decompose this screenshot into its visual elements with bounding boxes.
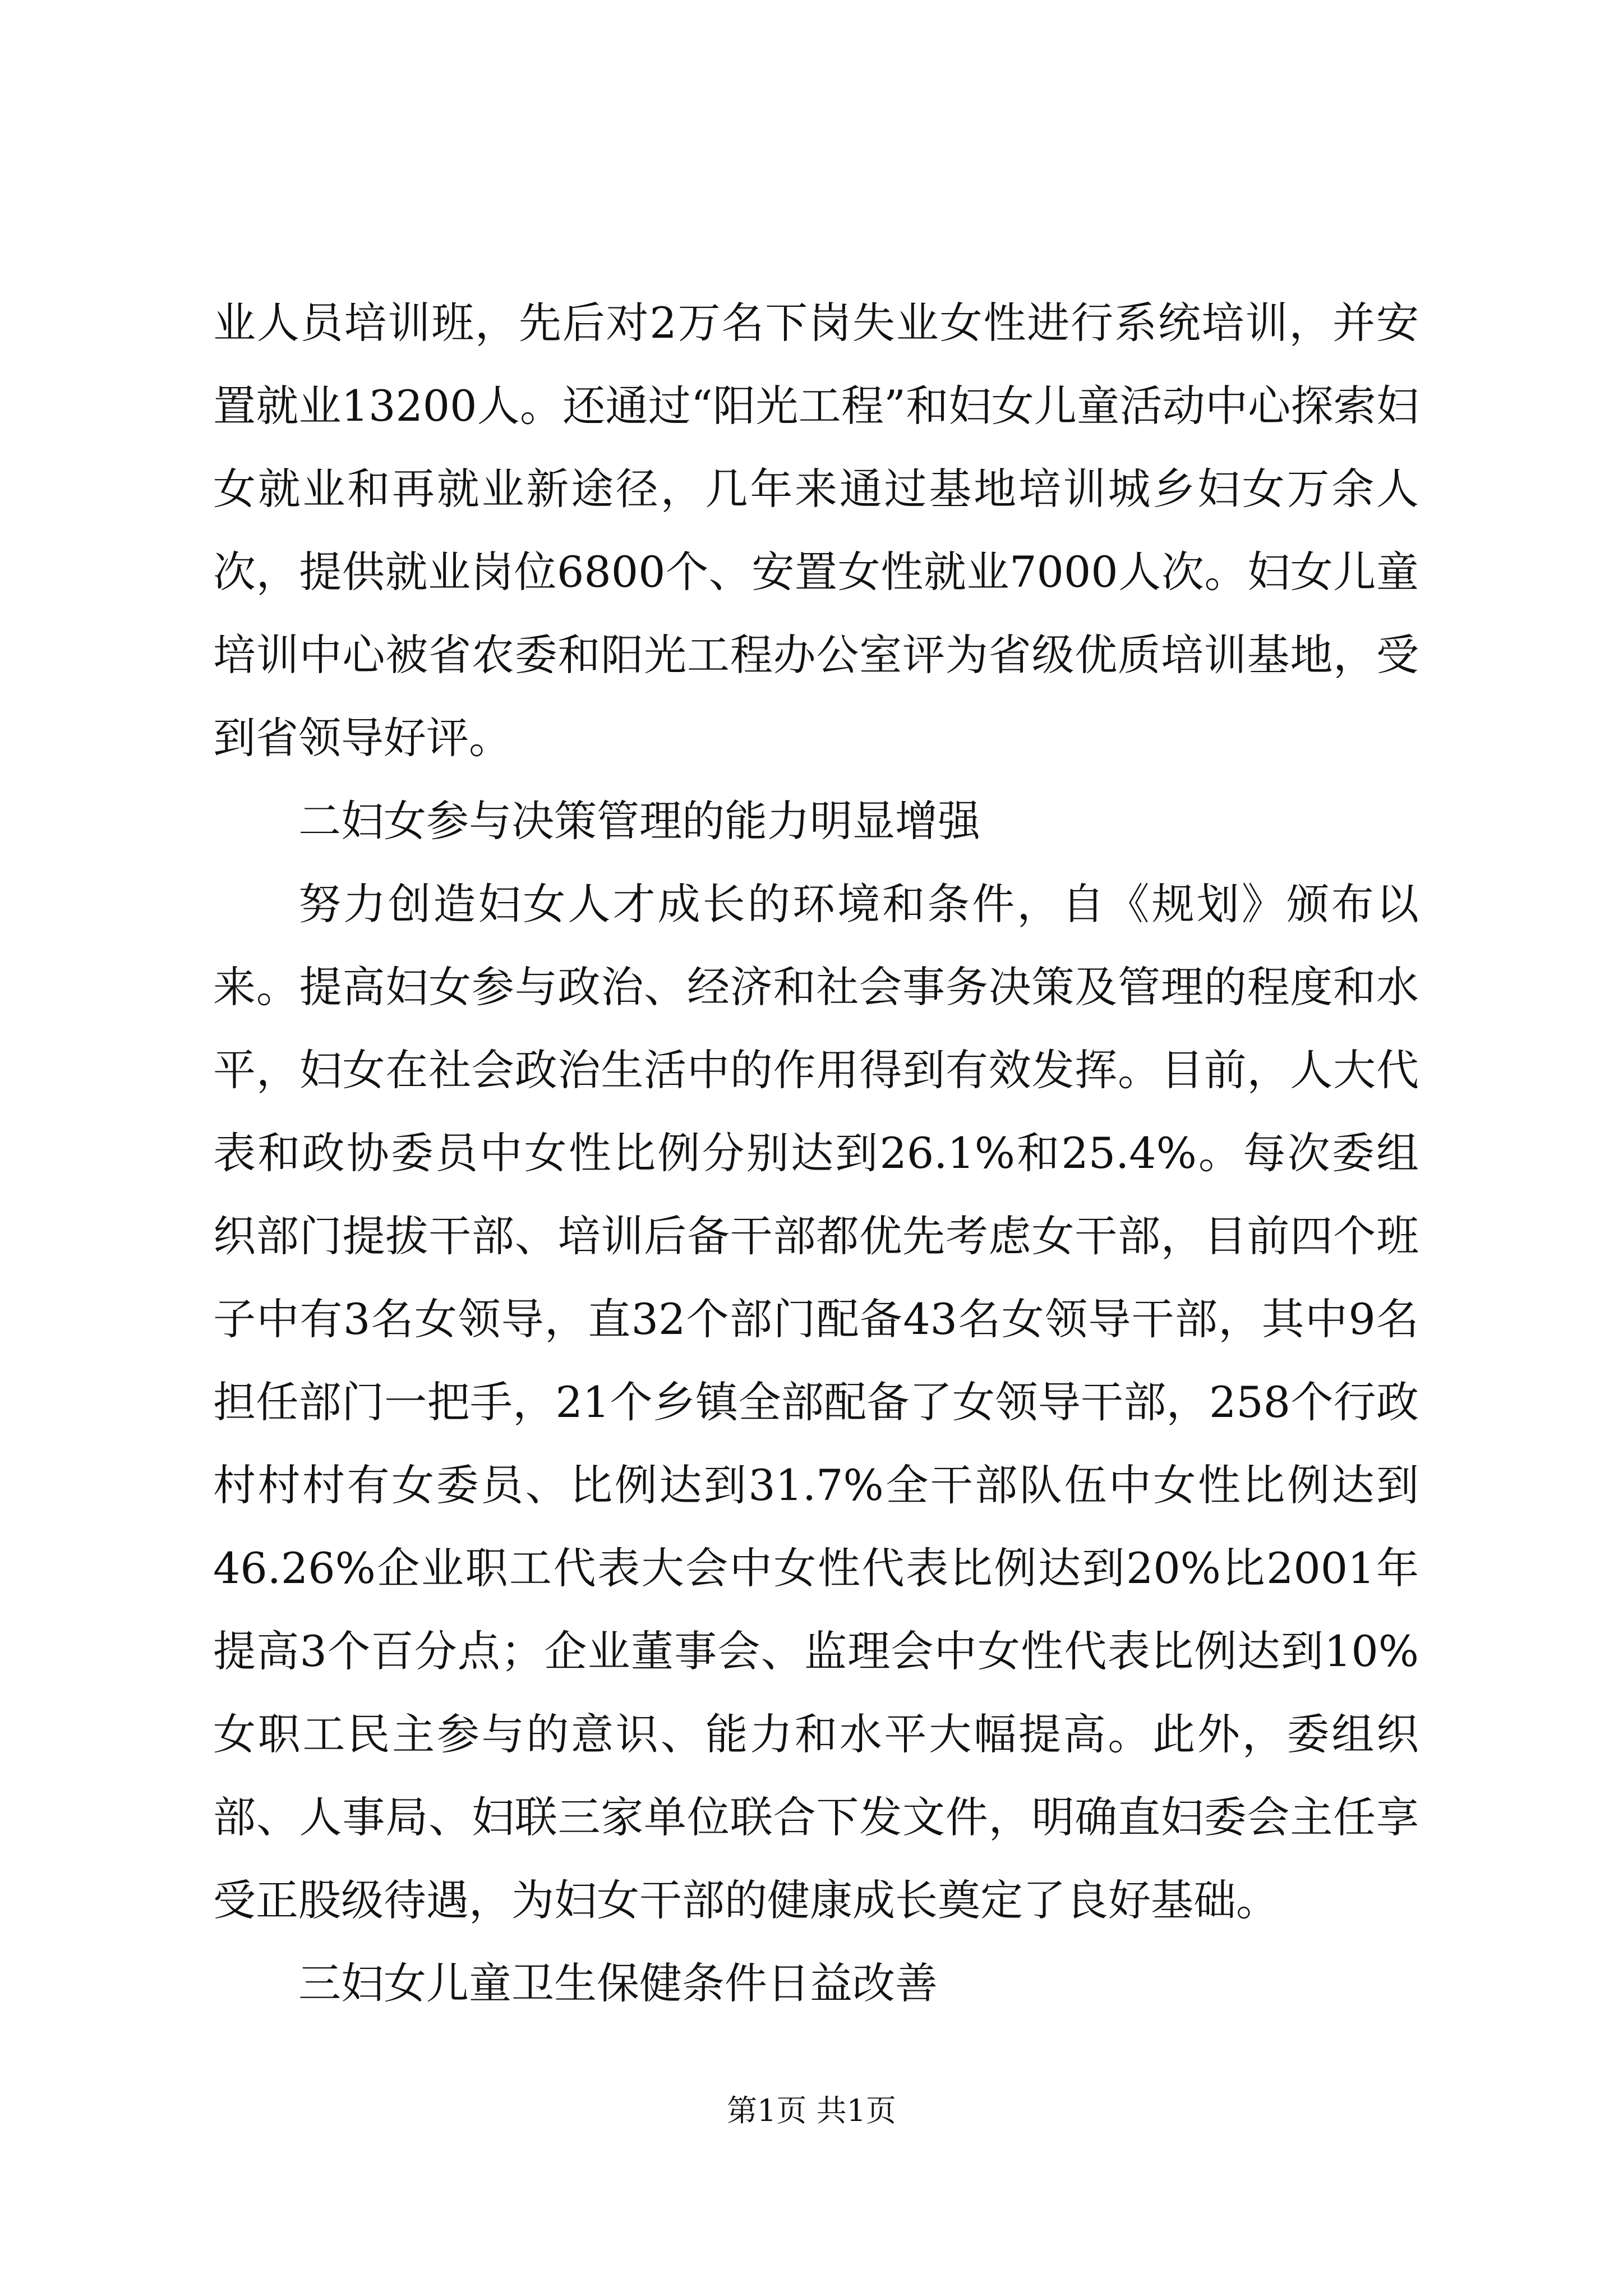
page-footer: 第1页 共1页 [727, 2093, 896, 2128]
document-body [213, 282, 1419, 2025]
section-heading-health-care: 三妇女儿童卫生保健条件日益改善 [298, 1958, 938, 2008]
paragraph-decision-making: 努力创造妇女人才成长的环境和条件，自《规划》颁布以来。提高妇女参与政治、经济和社会事务决策及管理的程度和水平，妇女在社会政治生活中的作用得到有效发挥。目前，人大代表和政协委员中女性比例分别达到26.1%和25.4%。每次委组织部门提拔干部、培训后备干部都优先考虑女干部，目前四个班子中有3名女领导，直32个部门配备43名女领导干部，其中9名担任部门一把手，21个乡镇全部配备了女领导干部，258个行政村村村有女委员、比例达到31.7%全干部队伍中女性比例达到46.26%企业职工代表大会中女性代表比例达到20%比2001年提高3个百分点；企业董事会、监理会中女性代表比例达到10%女职工民主参与的意识、能力和水平大幅提高。此外，委组织部、人事局、妇联三家单位联合下发文件，明确直妇委会主任享受正股级待遇，为妇女干部的健康成长奠定了良好基础。 [213, 879, 1419, 1925]
section-heading-decision-making: 二妇女参与决策管理的能力明显增强 [298, 796, 980, 846]
paragraph-employment-training: 业人员培训班，先后对2万名下岗失业女性进行系统培训，并安置就业13200人。还通过“阳光工程”和妇女儿童活动中心探索妇女就业和再就业新途径，几年来通过基地培训城乡妇女万余人次，提供就业岗位6800个、安置女性就业7000人次。妇女儿童培训中心被省农委和阳光工程办公室评为省级优质培训基地，受到省领导好评。 [213, 298, 1419, 763]
